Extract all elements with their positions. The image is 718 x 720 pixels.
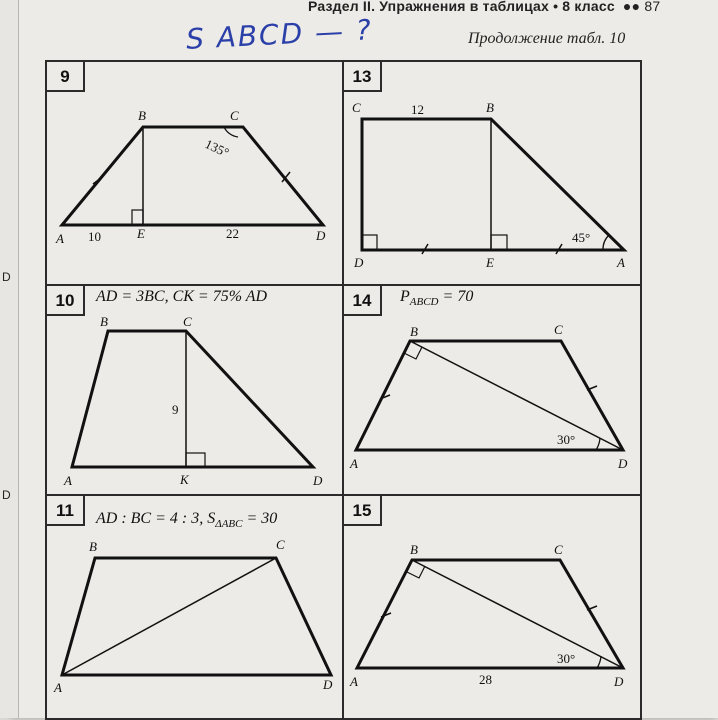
point-e: E [486,255,494,270]
segment-ad: 28 [479,672,492,687]
vertex-a: A [350,674,358,689]
exercise-number: 9 [47,62,85,92]
table-continuation-label: Продолжение табл. 10 [468,30,626,47]
vertex-b: B [410,542,418,557]
vertex-c: C [554,542,563,557]
exercise-number: 13 [344,62,382,92]
vertex-b: B [486,100,494,115]
vertex-c: C [230,108,239,123]
segment-ae: 10 [88,229,101,244]
vertex-a: A [54,680,62,695]
exercise-condition: AD : BC = 4 : 3, $S_{\Delta ABC} = 30$ [96,510,278,531]
exercise-condition: AD = 3BC, CK = 75% AD [96,288,268,305]
segment-ed: 22 [226,226,239,241]
vertex-a: A [56,231,64,246]
vertex-a: A [617,255,625,270]
exercise-number: 10 [47,286,85,316]
exercise-number: 11 [47,496,85,526]
vertex-c: C [352,100,361,115]
vertex-b: B [100,314,108,329]
vertex-d: D [614,674,624,689]
handwritten-note: S ABCD — ? [185,13,374,56]
exercise-condition: $P_{ABCD} = 70$ [400,288,474,309]
vertex-d: D [354,255,364,270]
vertex-a: A [64,473,72,488]
point-k: K [180,472,189,487]
vertex-d: D [316,228,326,243]
running-title: Раздел II. Упражнения в таблицах • 8 класс ●● 87 [308,0,661,14]
point-e: E [137,226,145,241]
vertex-d: D [313,473,323,488]
angle-c: 135° [202,136,232,161]
vertex-d: D [323,677,333,692]
vertex-a: A [350,456,358,471]
vertex-b: B [89,539,97,554]
angle-d: 30° [557,432,576,447]
segment-ck: 9 [172,402,179,417]
segment-cb: 12 [411,102,424,117]
angle-a: 45° [572,230,591,245]
vertex-b: B [138,108,146,123]
vertex-b: B [410,324,418,339]
angle-d: 30° [557,651,576,666]
vertex-c: C [554,322,563,337]
vertex-c: C [276,537,285,552]
edge-letter-mid: D [2,488,11,502]
vertex-d: D [618,456,628,471]
exercise-number: 14 [344,286,382,316]
vertex-c: C [183,314,192,329]
edge-letter-top: D [2,270,11,284]
exercise-number: 15 [344,496,382,526]
